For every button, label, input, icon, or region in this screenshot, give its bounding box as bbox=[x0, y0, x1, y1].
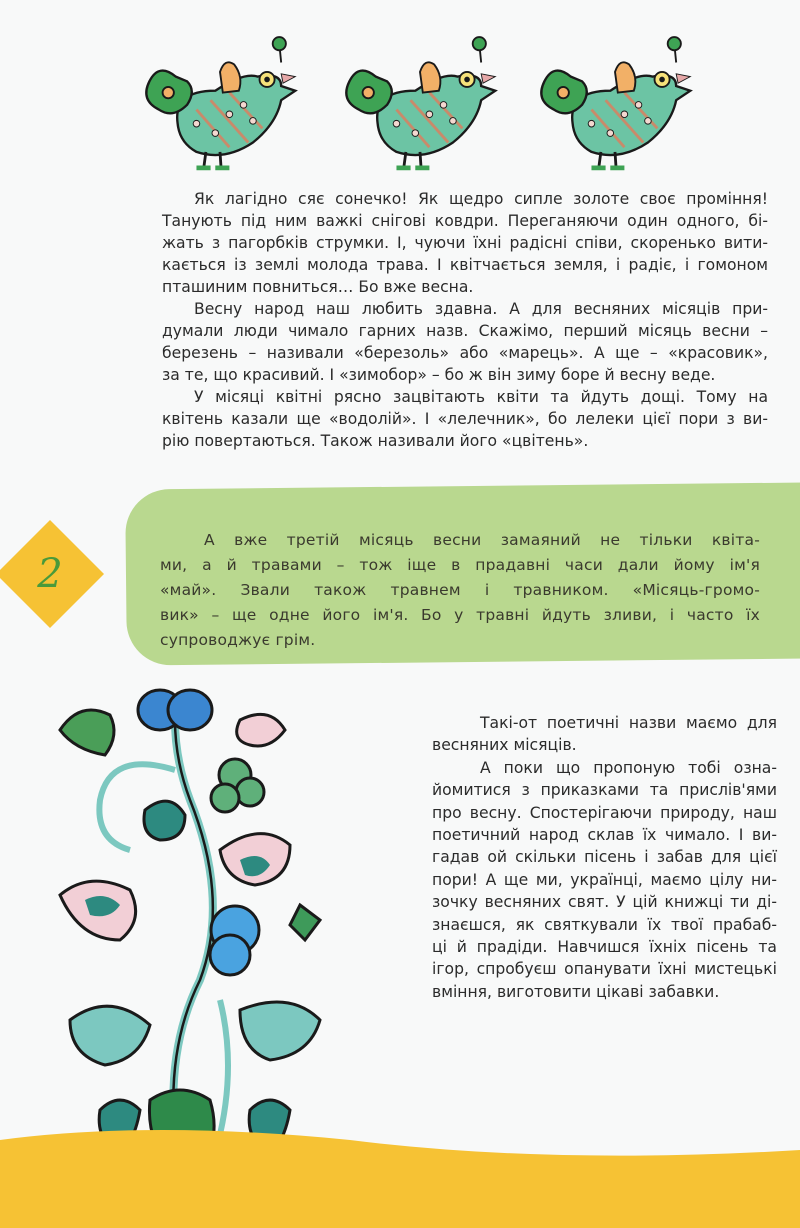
text-line: поетичний народ склав їх чимало. І ви- bbox=[432, 826, 777, 845]
section-marker bbox=[0, 520, 100, 620]
text-line: А вже третій місяць весни замаяний не тільки квіта- bbox=[204, 531, 760, 549]
birds-decoration bbox=[0, 20, 800, 170]
text-line: гадав ой скільки пісень і забав для цієї bbox=[432, 848, 777, 867]
text-line: пори! А ще ми, українці, маємо цілу ни- bbox=[432, 870, 777, 889]
bird-body bbox=[146, 37, 295, 168]
text-line: «май». Звали також травнем і травником. «Місяць-громо- bbox=[160, 581, 760, 599]
text-line: йомитися з приказками та прислів'ями bbox=[432, 781, 777, 800]
yellow-wave-band bbox=[0, 1120, 800, 1228]
text-line: Танують під ним важкі снігові ковдри. Переганяючи один одного, бі- bbox=[162, 212, 768, 230]
text-line: кається із землі молода трава. І квітчається земля, і радіє, і гомоном bbox=[162, 256, 768, 274]
folk-bird-icon bbox=[340, 30, 500, 175]
folk-bird-icon bbox=[535, 30, 695, 175]
text-line: про весну. Спостерігаючи природу, наш bbox=[432, 803, 777, 822]
folk-bird-icon bbox=[140, 30, 300, 175]
text-line: вик» – ще одне його ім'я. Бо у травні йдуть зливи, і часто їх bbox=[160, 606, 760, 624]
text-line: березень – називали «березоль» або «марець». А ще – «красовик», bbox=[162, 344, 768, 362]
flower-leaves bbox=[60, 690, 320, 1180]
intro-paragraph bbox=[162, 298, 768, 386]
section-number: 2 bbox=[37, 551, 63, 597]
text-line: ці й прадіди. Навчишся їхніх пісень та bbox=[432, 938, 777, 957]
text-line: ми, а й травами – тож іще в прадавні часи дали йому ім'я bbox=[160, 556, 760, 574]
text-line: рію повертаються. Також називали його «цвітень». bbox=[162, 432, 589, 450]
text-line: Такі-от поетичні назви маємо для bbox=[480, 714, 777, 732]
text-line: думали люди чимало гарних назв. Скажімо, перший місяць весни – bbox=[162, 322, 768, 340]
text-line: супроводжує грім. bbox=[160, 631, 316, 649]
text-line: Весну народ наш любить здавна. А для весняних місяців при- bbox=[194, 300, 768, 318]
text-line: зочку весняних свят. У цій книжці ти ді- bbox=[432, 893, 777, 912]
text-line: весняних місяців. bbox=[432, 736, 577, 755]
highlight-text bbox=[160, 528, 760, 653]
text-line: У місяці квітні рясно зацвітають квіти та йдуть дощі. Тому на bbox=[194, 388, 768, 406]
bird-body bbox=[541, 37, 690, 168]
text-line: вміння, виготовити цікаві забавки. bbox=[432, 982, 720, 1001]
text-line: ігор, спробуєш опанувати їхні мистецькі bbox=[432, 960, 777, 979]
closing-text bbox=[432, 712, 777, 1003]
text-line: за те, що красивий. І «зимобор» – бо ж він зиму боре й весну веде. bbox=[162, 366, 716, 384]
text-line: жать з пагорбків струмки. І, чуючи їхні радісні співи, скоренько вити- bbox=[162, 234, 768, 252]
text-line: знаєшся, як святкували їх твої прабаб- bbox=[432, 915, 777, 934]
text-line: А поки що пропоную тобі озна- bbox=[480, 758, 777, 777]
text-line: квітень казали ще «водолій». І «лелечник», бо лелеки цієї пори з ви- bbox=[162, 410, 768, 428]
intro-paragraph bbox=[162, 386, 768, 452]
text-line: пташиним повниться… Бо вже весна. bbox=[162, 278, 474, 296]
intro-paragraph bbox=[162, 188, 768, 298]
text-line: Як лагідно сяє сонечко! Як щедро сипле золоте своє проміння! bbox=[194, 190, 768, 208]
intro-text bbox=[162, 188, 768, 452]
bird-body bbox=[346, 37, 495, 168]
